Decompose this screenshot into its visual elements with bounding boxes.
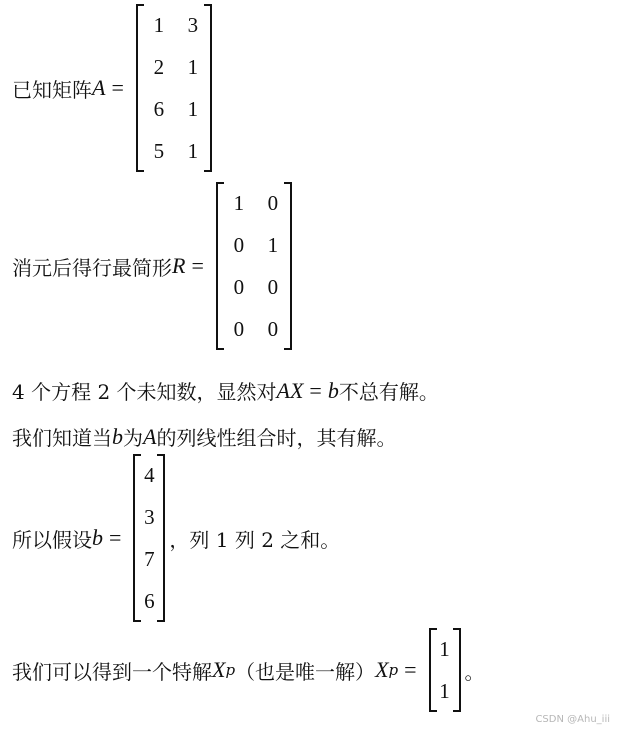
matrix-row xyxy=(218,182,290,224)
var-r: R xyxy=(172,253,186,278)
matrix-cell: 1 xyxy=(267,233,279,257)
matrix-cell: 3 xyxy=(144,505,155,529)
matrix-cell: 7 xyxy=(144,547,155,571)
matrix-row xyxy=(135,454,163,496)
equals-sign: = xyxy=(404,657,417,682)
matrix-row xyxy=(135,496,163,538)
matrix-a xyxy=(136,4,212,172)
matrix-cell: 1 xyxy=(187,55,199,79)
matrix-cell: 0 xyxy=(267,317,279,341)
text-matrix-r-prefix: 消元后得行最简形 xyxy=(12,255,172,280)
text-particular-solution: 我们可以得到一个特解 xyxy=(12,659,212,684)
text-column-sum: ，列 1 列 2 之和。 xyxy=(169,527,341,552)
matrix-cell: 1 xyxy=(187,139,199,163)
var-a: A xyxy=(143,423,157,449)
matrix-cell: 4 xyxy=(144,463,155,487)
matrix-r xyxy=(216,182,292,350)
equals-sign: = xyxy=(191,253,204,278)
matrix-cell: 1 xyxy=(233,191,245,215)
var-a: A xyxy=(92,75,106,100)
matrix-cell: 0 xyxy=(267,191,279,215)
text-we-know: 我们知道当 xyxy=(12,426,112,450)
matrix-cell: 0 xyxy=(267,275,279,299)
text-column-combination: 的列线性组合时，其有解。 xyxy=(156,426,397,450)
var-ax: AX xyxy=(276,377,304,403)
line-matrix-r xyxy=(12,182,296,350)
matrix-cell: 1 xyxy=(439,637,450,661)
text-is: 为 xyxy=(123,426,143,450)
matrix-cell: 1 xyxy=(187,97,199,121)
matrix-cell: 1 xyxy=(439,679,450,703)
matrix-row xyxy=(138,88,210,130)
matrix-cell: 0 xyxy=(233,275,245,299)
var-b: b xyxy=(327,377,339,403)
matrix-cell: 6 xyxy=(153,97,165,121)
matrix-row xyxy=(218,308,290,350)
matrix-row xyxy=(218,224,290,266)
equals-sign: = xyxy=(109,525,122,550)
matrix-row xyxy=(138,130,210,172)
var-b: b xyxy=(92,525,103,550)
vector-xp xyxy=(429,628,461,712)
text-period: 。 xyxy=(464,659,485,684)
matrix-row xyxy=(431,670,459,712)
var-x: X xyxy=(375,657,389,682)
equals-sign: = xyxy=(111,75,124,100)
matrix-row xyxy=(135,580,163,622)
equals-sign: = xyxy=(309,377,322,403)
text-not-always-solvable: 不总有解。 xyxy=(338,380,439,404)
matrix-cell: 5 xyxy=(153,139,165,163)
var-x: X xyxy=(212,657,226,682)
matrix-row xyxy=(138,46,210,88)
matrix-row xyxy=(135,538,163,580)
matrix-cell: 1 xyxy=(153,13,165,37)
line-particular-solution xyxy=(12,628,485,712)
line-equation-count xyxy=(12,376,439,405)
matrix-cell: 0 xyxy=(233,233,245,257)
matrix-row xyxy=(218,266,290,308)
matrix-cell: 2 xyxy=(153,55,165,79)
line-vector-b xyxy=(12,454,340,622)
vector-b xyxy=(133,454,165,622)
text-matrix-a-prefix: 已知矩阵 xyxy=(12,77,92,102)
text-equation-count: 4 个方程 2 个未知数，显然对 xyxy=(12,380,277,404)
matrix-cell: 6 xyxy=(144,589,155,613)
matrix-cell: 3 xyxy=(187,13,199,37)
subscript-p: p xyxy=(225,661,236,679)
line-linear-combination xyxy=(12,422,396,451)
matrix-row xyxy=(431,628,459,670)
text-unique-solution: （也是唯一解） xyxy=(235,659,376,684)
line-matrix-a xyxy=(12,4,216,172)
var-b: b xyxy=(112,423,123,449)
text-suppose: 所以假设 xyxy=(12,527,92,552)
watermark: CSDN @Ahu_iii xyxy=(535,714,610,725)
matrix-row xyxy=(138,4,210,46)
matrix-cell: 0 xyxy=(233,317,245,341)
subscript-p: p xyxy=(388,661,399,679)
